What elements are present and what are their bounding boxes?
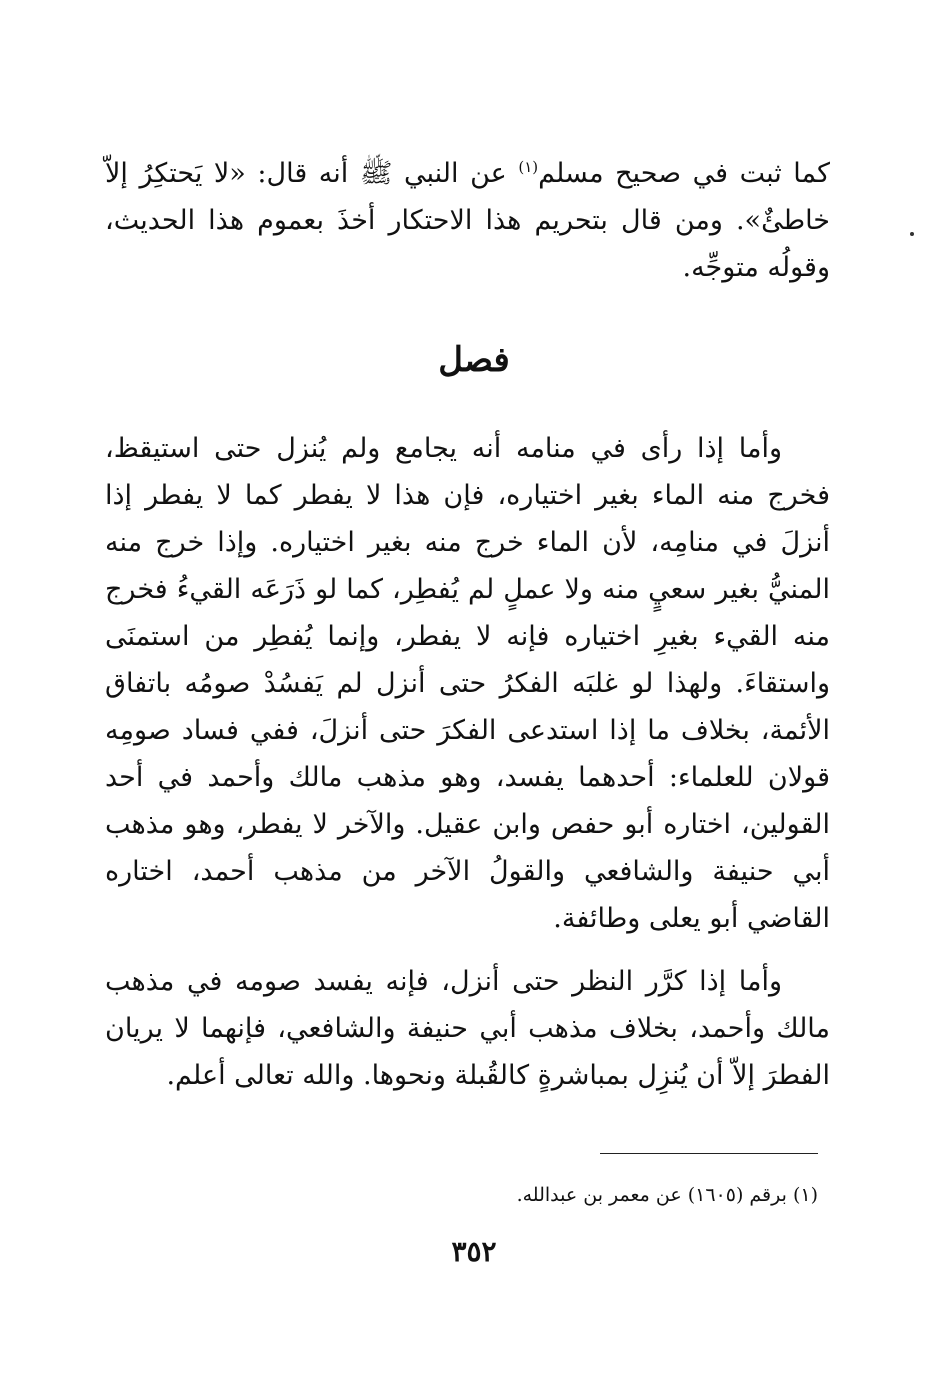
intro-text bbox=[105, 150, 830, 291]
footnote-reference-marker: (١) bbox=[518, 158, 539, 176]
paragraph-1-text: وأما إذا رأى في منامه أنه يجامع ولم يُنزل حتى استيقظ، فخرج منه الماء بغير اختياره، فإن هذا لا يفطر كما لا يفطر إذا أنزلَ في منامِه، لأن الماء خرج منه بغير اختياره. وإذا خرج منه المنيُّ بغير سعيٍ منه ولا عملٍ لم يُفطِر، كما لو ذَرَعَه القيءُ فخرج منه القيء بغيرِ اختياره فإنه لا يفطر، وإنما يُفطِر من استمنَى واستقاءَ. ولهذا لو غلبَه الفكرُ حتى أنزل لم يَفسُدْ صومُه باتفاق الأئمة، بخلاف ما إذا استدعى الفكرَ حتى أنزلَ، ففي فساد صومِه قولان للعلماء: أحدهما يفسد، وهو مذهب مالك وأحمد في أحد القولين، اختاره أبو حفص وابن عقيل. والآخر لا يفطر، وهو مذهب أبي حنيفة والشافعي والقولُ الآخر من مذهب أحمد، اختاره القاضي أبو يعلى وطائفة. bbox=[105, 433, 830, 934]
page-number: ٣٥٢ bbox=[451, 1235, 497, 1268]
paragraph-2-text: وأما إذا كرَّر النظر حتى أنزل، فإنه يفسد صومه في مذهب مالك وأحمد، بخلاف مذهب أبي حنيفة والشافعي، فإنهما لا يريان الفطرَ إلاّ أن يُنزِل بمباشرةٍ كالقُبلة ونحوها. والله تعالى أعلم. bbox=[105, 966, 830, 1091]
intro-paragraph bbox=[105, 150, 830, 291]
margin-mark bbox=[910, 232, 914, 236]
footnote-divider bbox=[600, 1153, 818, 1154]
intro-text-before-ref: كما ثبت في صحيح مسلم bbox=[538, 158, 830, 189]
paragraph-1 bbox=[105, 425, 830, 942]
intro-text-after-ref: عن النبي ﷺ أنه قال: «لا يَحتكِرُ إلاّ خاطئٌ». ومن قال بتحريم هذا الاحتكار أخذَ بعموم هذا الحديث، وقولُه متوجِّه. bbox=[105, 158, 830, 283]
footnote: (١) برقم (١٦٠٥) عن معمر بن عبدالله. bbox=[516, 1184, 818, 1206]
section-heading: فصل bbox=[438, 340, 510, 380]
paragraph-2 bbox=[105, 958, 830, 1099]
